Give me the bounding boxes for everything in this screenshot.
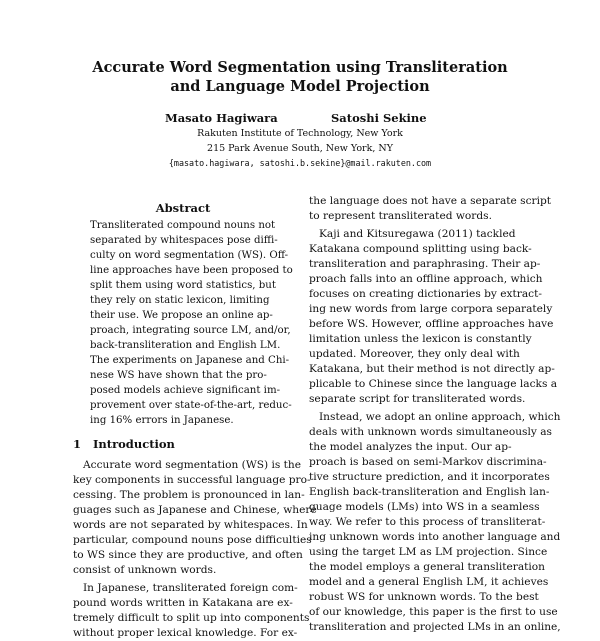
text-line: Kaji and Kitsuregawa (2011) tackled [319,228,516,240]
text-line: Instead, we adopt an online approach, which [319,411,561,423]
text-line: transliteration and paraphrasing. Their ap- [309,258,541,270]
title-line-1: Accurate Word Segmentation using Transliteration [92,59,508,76]
text-line: key components in successful language pro- [73,474,311,486]
text-line: before WS. However, offline approaches have [309,318,554,330]
affiliation-emails: {masato.hagiwara, satoshi.b.sekine}@mail.rakuten.com [168,158,432,168]
text-line: Transliterated compound nouns not [90,220,276,231]
text-line: of our knowledge, this paper is the first to use [309,606,558,618]
author-name: Satoshi Sekine [331,111,427,125]
text-line: guages such as Japanese and Chinese, where [73,504,317,516]
text-line: pound words written in Katakana are ex- [73,597,293,609]
text-line: to represent transliterated words. [309,210,492,222]
text-line: The experiments on Japanese and Chi- [90,355,290,366]
text-line: separated by whitespaces pose diffi- [90,235,278,246]
text-line: English back-transliteration and English lan- [309,486,550,498]
text-line: tremely difficult to split up into components [73,612,310,624]
text-line: Accurate word segmentation (WS) is the [83,459,302,471]
text-line: robust WS for unknown words. To the best [309,591,539,603]
text-line: limitation unless the lexicon is constantly [309,333,532,345]
text-line: Katakana compound splitting using back- [309,243,532,255]
text-line: ing new words from large corpora separately [309,303,553,315]
text-line: model and a general English LM, it achieves [309,576,549,588]
text-line: proach falls into an offline approach, which [309,273,543,285]
text-line: cessing. The problem is pronounced in lan- [73,489,305,501]
text-line: particular, compound nouns pose difficulties [73,534,312,546]
text-line: their use. We propose an online ap- [90,310,273,321]
text-line: consist of unknown words. [73,564,217,576]
text-line: the model employs a general transliteration [309,561,545,573]
text-line: provement over state-of-the-art, reduc- [90,400,292,411]
text-line: line approaches have been proposed to [90,265,293,276]
section-number: 1 [73,437,82,451]
text-line: guage models (LMs) into WS in a seamless [309,501,540,513]
text-line: ing unknown words into another language and [309,531,561,543]
text-line: proach, integrating source LM, and/or, [90,325,291,336]
text-line: proach is based on semi-Markov discrimina- [309,456,547,468]
text-line: posed models achieve significant im- [90,385,281,396]
author-name: Masato Hagiwara [165,111,278,125]
text-line: back-transliteration and English LM. [90,340,281,351]
text-line: without proper lexical knowledge. For ex- [73,627,298,639]
introduction-body [73,458,317,639]
section-heading [73,437,175,451]
text-line: In Japanese, transliterated foreign com- [83,582,298,594]
text-line: the model analyzes the input. Our ap- [309,441,512,453]
text-line: tive structure prediction, and it incorporates [309,471,550,483]
text-line: way. We refer to this process of transliterat- [309,516,546,528]
text-line: the language does not have a separate script [309,195,552,207]
text-line: updated. Moreover, they only deal with [309,348,520,360]
right-column-body [309,194,561,633]
text-line: nese WS have shown that the pro- [90,370,267,381]
affiliation-address: 215 Park Avenue South, New York, NY [207,143,393,154]
text-line: focuses on creating dictionaries by extract- [309,288,542,300]
text-line: separate script for transliterated words. [309,393,526,405]
abstract-body [90,218,293,428]
text-line: culty on word segmentation (WS). Off- [90,250,289,261]
text-line: transliteration and projected LMs in an online, [309,621,561,633]
paper-title [0,58,600,96]
text-line: Katakana, but their method is not directly ap- [309,363,555,375]
text-line: using the target LM as LM projection. Since [309,546,548,558]
text-line: ing 16% errors in Japanese. [90,415,234,426]
text-line: to WS since they are productive, and often [73,549,303,561]
author-list [0,111,600,127]
title-line-2: and Language Model Projection [170,78,430,95]
abstract-heading: Abstract [155,201,211,215]
section-title: Introduction [93,437,175,451]
text-line: deals with unknown words simultaneously as [309,426,552,438]
affiliation-institution: Rakuten Institute of Technology, New York [197,128,403,139]
text-line: split them using word statistics, but [90,280,276,291]
text-line: words are not separated by whitespaces. In [73,519,308,531]
text-line: they rely on static lexicon, limiting [90,295,270,306]
text-line: plicable to Chinese since the language lacks a [309,378,558,390]
